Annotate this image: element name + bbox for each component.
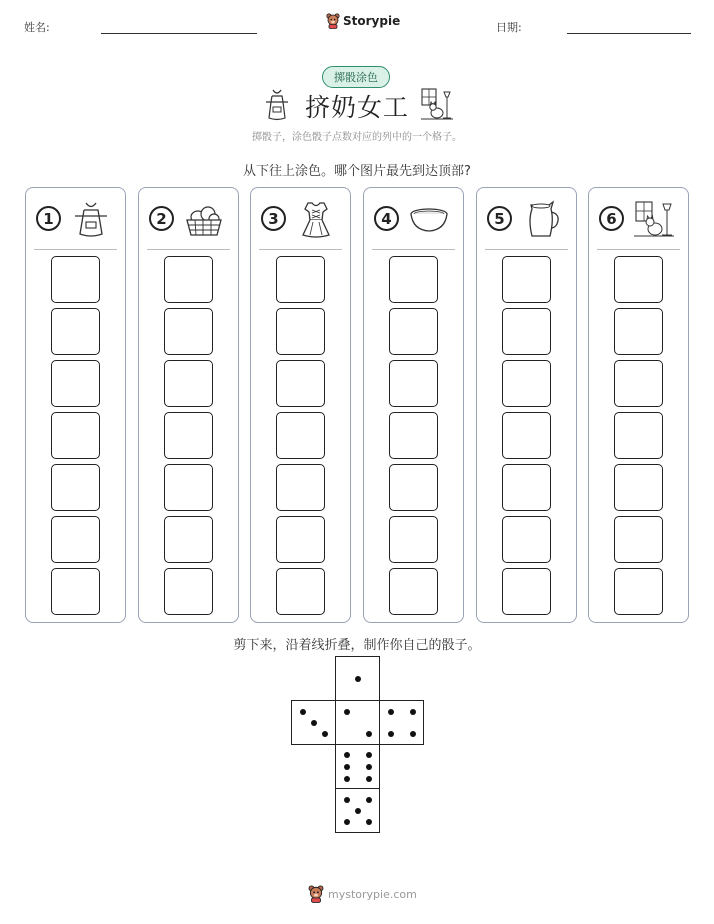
die-face-3 [291, 700, 336, 745]
color-cell[interactable] [164, 412, 213, 459]
color-cell[interactable] [614, 464, 663, 511]
column-2 [138, 187, 239, 623]
die-pip [344, 819, 350, 825]
color-cell[interactable] [389, 516, 438, 563]
color-cell[interactable] [502, 568, 551, 615]
page-title: 挤奶女工 [304, 93, 409, 122]
column-divider [34, 249, 117, 250]
name-label: 姓名: [24, 21, 50, 34]
color-cell[interactable] [502, 308, 551, 355]
die-pip [366, 764, 372, 770]
color-cell[interactable] [614, 412, 663, 459]
die-face-1 [335, 656, 380, 701]
cut-instruction: 剪下来，沿着线折叠，制作你自己的骰子。 [233, 638, 481, 653]
column-1 [25, 187, 126, 623]
die-face-6 [335, 744, 380, 789]
color-cell[interactable] [51, 464, 100, 511]
column-divider [485, 249, 568, 250]
color-cell[interactable] [276, 412, 325, 459]
column-number: 3 [261, 206, 286, 231]
die-pip [388, 709, 394, 715]
page-subtitle: 掷骰子，涂色骰子点数对应的列中的一个格子。 [252, 132, 462, 143]
column-number: 2 [149, 206, 174, 231]
color-cell[interactable] [614, 516, 663, 563]
brand-name: Storypie [343, 14, 401, 28]
column-divider [259, 249, 342, 250]
color-cell[interactable] [389, 412, 438, 459]
color-cell[interactable] [164, 516, 213, 563]
color-cell[interactable] [614, 308, 663, 355]
bodice-dress-icon [295, 200, 337, 240]
color-cell[interactable] [51, 516, 100, 563]
die-pip [344, 709, 350, 715]
die-pip [355, 808, 361, 814]
die-pip [366, 731, 372, 737]
column-6 [588, 187, 689, 623]
color-cell[interactable] [276, 516, 325, 563]
coloring-instruction: 从下往上涂色。哪个图片最先到达顶部? [243, 164, 471, 179]
column-divider [372, 249, 455, 250]
color-cell[interactable] [502, 360, 551, 407]
die-pip [366, 819, 372, 825]
color-cell[interactable] [276, 464, 325, 511]
color-cell[interactable] [51, 256, 100, 303]
column-5 [476, 187, 577, 623]
die-pip [322, 731, 328, 737]
die-pip [366, 797, 372, 803]
die-pip [366, 776, 372, 782]
name-line[interactable] [101, 33, 257, 34]
color-cell[interactable] [502, 464, 551, 511]
column-number: 5 [487, 206, 512, 231]
color-cell[interactable] [389, 464, 438, 511]
column-number: 4 [374, 206, 399, 231]
column-divider [597, 249, 680, 250]
milk-jug-icon [521, 200, 563, 240]
die-pip [344, 776, 350, 782]
color-cell[interactable] [389, 360, 438, 407]
color-cell[interactable] [276, 256, 325, 303]
die-pip [300, 709, 306, 715]
cat-room-icon [420, 86, 454, 122]
color-cell[interactable] [502, 516, 551, 563]
color-cell[interactable] [164, 256, 213, 303]
die-pip [410, 731, 416, 737]
die-pip [355, 676, 361, 682]
bread-basket-icon [183, 200, 225, 240]
die-pip [366, 752, 372, 758]
bear-mascot-icon [308, 885, 324, 903]
color-cell[interactable] [389, 568, 438, 615]
date-line[interactable] [567, 33, 691, 34]
color-cell[interactable] [614, 568, 663, 615]
color-cell[interactable] [502, 256, 551, 303]
color-cell[interactable] [276, 360, 325, 407]
apron-icon [262, 88, 292, 122]
color-cell[interactable] [164, 568, 213, 615]
footer [308, 885, 417, 903]
bear-mascot-icon [326, 13, 340, 29]
footer-url[interactable]: mystorypie.com [328, 887, 417, 901]
color-cell[interactable] [51, 308, 100, 355]
column-number: 1 [36, 206, 61, 231]
color-cell[interactable] [164, 360, 213, 407]
column-divider [147, 249, 230, 250]
color-cell[interactable] [614, 256, 663, 303]
column-number: 6 [599, 206, 624, 231]
color-cell[interactable] [276, 308, 325, 355]
color-cell[interactable] [502, 412, 551, 459]
activity-badge: 掷骰涂色 [322, 66, 390, 88]
brand-logo [326, 13, 400, 29]
die-face-4 [379, 700, 424, 745]
color-cell[interactable] [164, 308, 213, 355]
color-cell[interactable] [276, 568, 325, 615]
die-face-5 [335, 788, 380, 833]
date-label: 日期: [496, 21, 522, 34]
die-pip [410, 709, 416, 715]
color-cell[interactable] [164, 464, 213, 511]
column-3 [250, 187, 351, 623]
color-cell[interactable] [51, 568, 100, 615]
die-pip [344, 752, 350, 758]
color-cell[interactable] [51, 412, 100, 459]
die-pip [311, 720, 317, 726]
die-pip [344, 764, 350, 770]
color-cell[interactable] [389, 256, 438, 303]
bowl-icon [408, 200, 450, 240]
color-cell[interactable] [389, 308, 438, 355]
color-cell[interactable] [614, 360, 663, 407]
die-pip [388, 731, 394, 737]
color-cell[interactable] [51, 360, 100, 407]
die-pip [344, 797, 350, 803]
column-4 [363, 187, 464, 623]
cat-room-icon [633, 200, 675, 240]
apron-icon [70, 200, 112, 240]
die-face-2 [335, 700, 380, 745]
